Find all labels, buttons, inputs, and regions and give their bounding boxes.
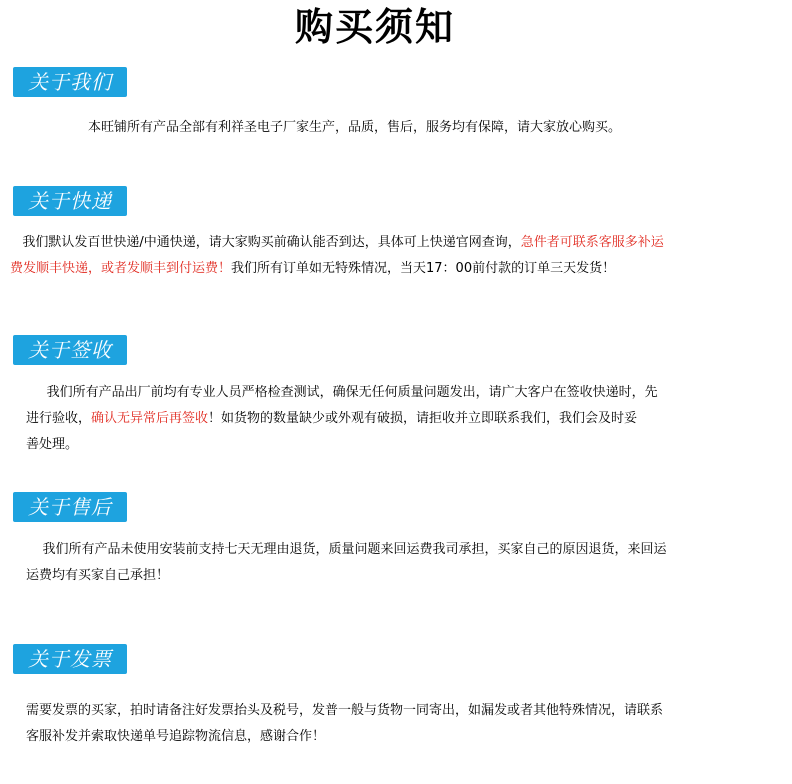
section-body-receipt xyxy=(26,380,658,458)
highlight-text: 急件者可联系客服多补运 xyxy=(520,235,664,250)
text-line: 善处理。 xyxy=(26,437,79,452)
section-heading-after-sales: 关于售后 xyxy=(13,492,127,522)
text-line: 进行验收，确认无异常后再签收！如货物的数量缺少或外观有破损，请拒收并立即联系我们，我们会及时妥 xyxy=(26,411,638,426)
section-body-about-us xyxy=(88,115,621,141)
text-line: 需要发票的买家，拍时请备注好发票抬头及税号，发普一般与货物一同寄出，如漏发或者其他特殊情况，请联系 xyxy=(26,703,664,718)
section-heading-invoice: 关于发票 xyxy=(13,644,127,674)
section-body-after-sales xyxy=(26,537,667,589)
text-line: 本旺铺所有产品全部有利祥圣电子厂家生产，品质，售后，服务均有保障，请大家放心购买。 xyxy=(88,120,622,135)
section-heading-receipt: 关于签收 xyxy=(13,335,127,365)
section-heading-about-us: 关于我们 xyxy=(13,67,127,97)
text-line: 我们所有产品未使用安装前支持七天无理由退货，质量问题来回运费我司承担，买家自己的原因退货，来回运 xyxy=(26,542,667,557)
text-line: 我们所有产品出厂前均有专业人员严格检查测试，确保无任何质量问题发出，请广大客户在签收快递时，先 xyxy=(26,385,658,400)
page-title: 购买须知 xyxy=(294,5,455,49)
text-line: 费发顺丰快递，或者发顺丰到付运费！我们所有订单如无特殊情况，当天17：00前付款的订单三天发货！ xyxy=(10,261,616,276)
section-body-invoice xyxy=(26,698,663,750)
text-line: 运费均有买家自己承担！ xyxy=(26,568,170,583)
section-body-shipping xyxy=(10,230,664,282)
text-line: 我们默认发百世快递/中通快递，请大家购买前确认能否到达，具体可上快递官网查询，急件者可联系客服多补运 xyxy=(10,235,664,250)
highlight-text: 费发顺丰快递，或者发顺丰到付运费！ xyxy=(10,261,232,276)
section-heading-shipping: 关于快递 xyxy=(13,186,127,216)
text-line: 客服补发并索取快递单号追踪物流信息，感谢合作！ xyxy=(26,729,326,744)
highlight-text: 确认无异常后再签收 xyxy=(91,411,209,426)
